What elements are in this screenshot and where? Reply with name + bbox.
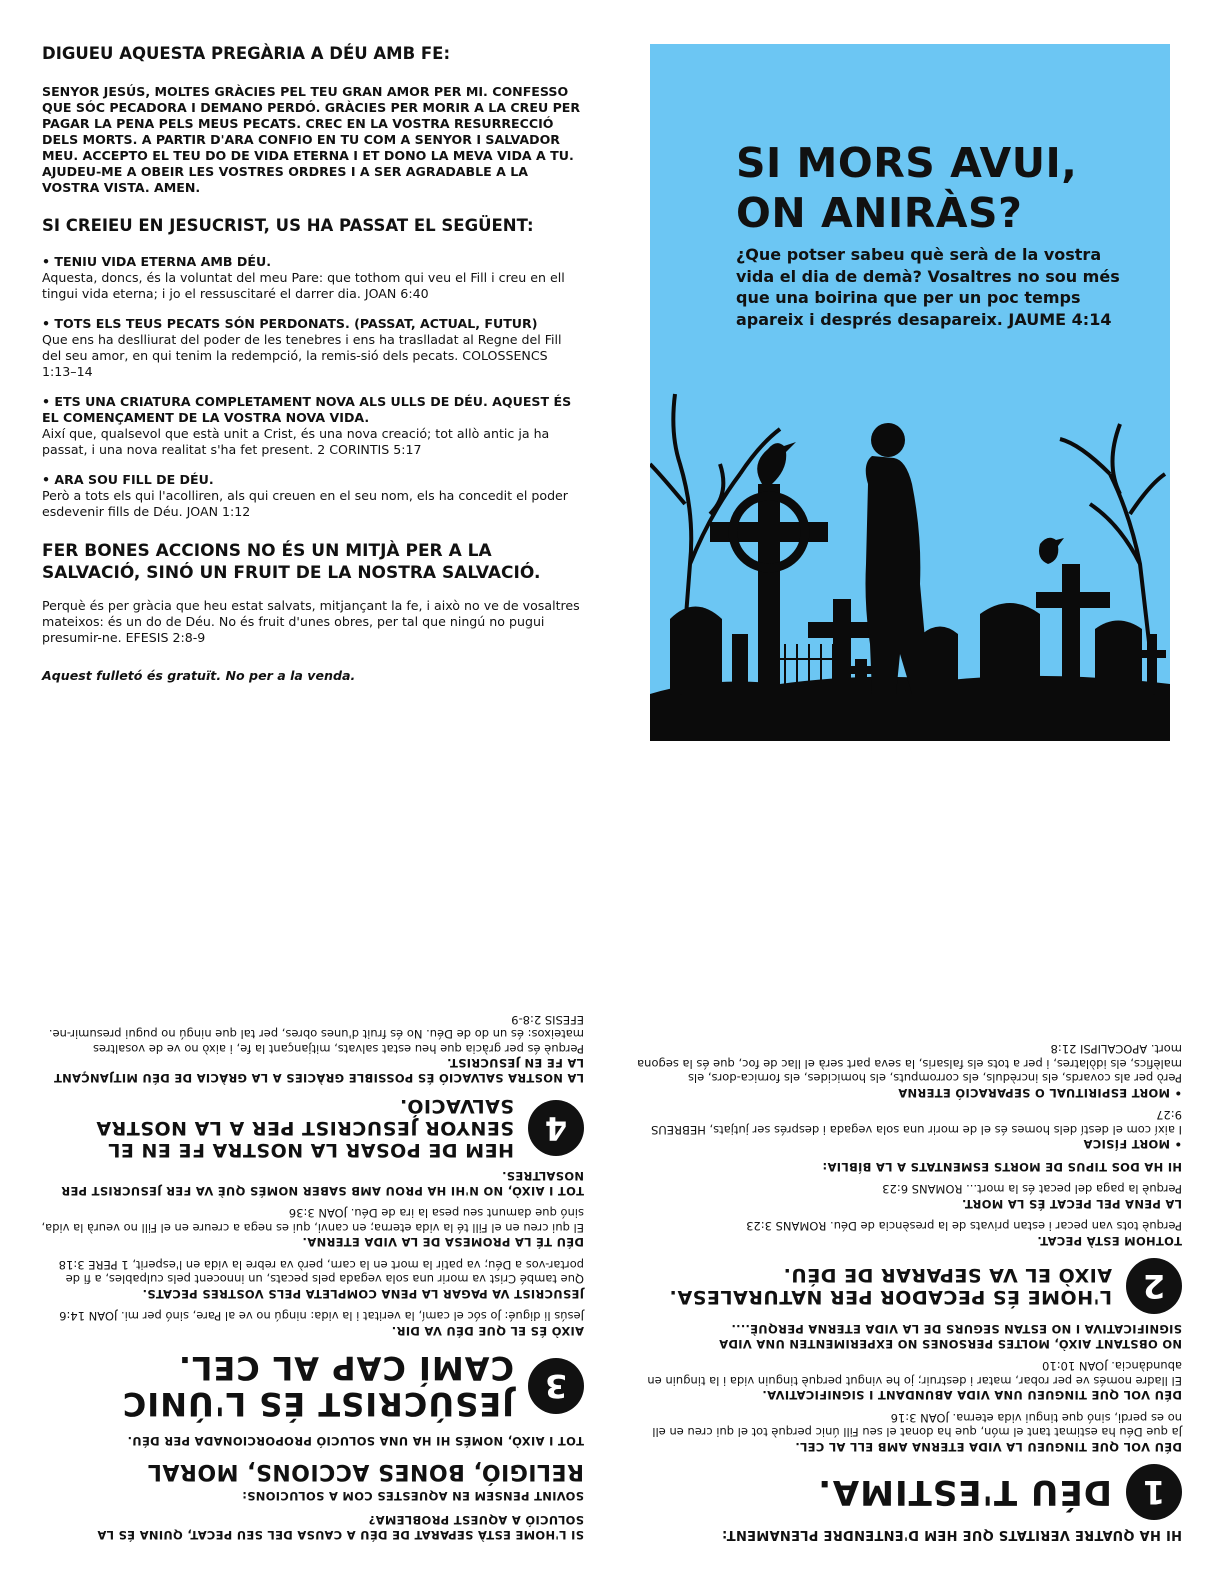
s4-lead: LA NOSTRA SALVACIÓ ÉS POSSIBLE GRÀCIES A LA GRÀCIA DE DÉU MITJANÇANT LA FE EN JESUCRIST. — [53, 1056, 584, 1085]
free-note: Aquest fulletó és gratuït. No per a la venda. — [42, 668, 356, 683]
s1-verse2: El lladre només ve per robar, matar i destruir; jo he vingut perquè tinguin vida i la tinguin en abundància. JOAN 10:10 — [647, 1359, 1182, 1388]
solution-question: SI L'HOME ESTÀ SEPARAT DE DÉU A CAUSA DEL SEU PECAT, QUINA ÉS LA SOLUCIÓ A AQUEST PROBLEMA? — [97, 1513, 584, 1542]
s2-bullet2: • MORT ESPIRITUAL O SEPARACIÓ ETERNA — [898, 1086, 1182, 1100]
s2-bullet1: • MORT FÍSICA — [1083, 1137, 1182, 1152]
section-3-number: 3 — [528, 1358, 584, 1414]
section-2-title: L'HOME ÉS PECADOR PER NATURALESA. AIXÒ EL VA SEPARAR DE DÉU. — [668, 1264, 1112, 1308]
works-text: Perquè és per gràcia que heu estat salvats, mitjançant la fe, i això no ve de vosaltres mateixos: és un do de Déu. No és fruit d'unes obres, per tal que ningú no pugui presumir-ne. EFESIS 2:8-9 — [42, 598, 580, 645]
section-1-title: DÉU T'ESTIMA. — [817, 1472, 1112, 1512]
intro-text: HI HA QUATRE VERITATS QUE HEM D'ENTENDRE PLENAMENT: — [721, 1527, 1182, 1542]
s2-verse2: Perquè la paga del pecat és la mort... ROMANS 6:23 — [882, 1182, 1182, 1197]
believe-item-title: • TENIU VIDA ETERNA AMB DÉU. — [42, 254, 271, 269]
section-2-number: 2 — [1126, 1258, 1182, 1314]
prayer-text: SENYOR JESÚS, MOLTES GRÀCIES PEL TEU GRAN AMOR PER MI. CONFESSO QUE SÓC PECADORA I DEMANO PERDÓ. GRÀCIES PER MORIR A LA CREU PER PAGAR LA PENA PELS MEUS PECATS. CREC EN LA VOSTRA RESURRECCIÓ DELS MORTS. A PARTIR D'ARA CONFIO EN TU COM A SENYOR I SALVADOR MEU. ACCEPTO EL TEU DO DE VIDA ETERNA I ET DONO LA MEVA VIDA A TU. AJUDEU-ME A OBEIR LES VOSTRES ORDRES I A SER AGRADABLE A LA VOSTRA VISTA. AMEN. — [42, 84, 581, 195]
s2-lead2: LA PENA PEL PECAT ÉS LA MORT. — [961, 1197, 1182, 1211]
s2-verse4: Però per als covards, els incrèduls, els corromputs, els homicides, els fornica-dors, els malèfics, els idòlatres, i per a tots els falsaris, la seva part serà el llac de foc, que és la segona mort. APOCALIPSI 21:8 — [637, 1042, 1182, 1086]
s3-verse: Jesús li digué: Jo sóc el camí, la veritat i la vida: ningú no ve al Pare, sinó per mi. JOAN 14:6 — [59, 1309, 584, 1324]
believe-item-title: • TOTS ELS TEUS PECATS SÓN PERDONATS. (PASSAT, ACTUAL, FUTUR) — [42, 316, 538, 331]
prayer-heading: DIGUEU AQUESTA PREGÀRIA A DÉU AMB FE: — [42, 44, 451, 63]
section-4-title: HEM DE POSAR LA NOSTRA FE EN EL SENYOR JESUCRIST PER A LA NOSTRA SALVACIÓ. — [95, 1095, 514, 1161]
s3-verse3: El qui creu en el Fill té la vida eterna; en canvi, qui es nega a creure en el Fill no veurà la vida, sinó que damunt seu pesa la ira de Déu. JOAN 3:36 — [41, 1206, 584, 1235]
believe-item-text: Però a tots els qui l'acolliren, als qui creuen en el seu nom, els ha concedit el poder esdevenir fills de Déu. JOAN 1:12 — [42, 488, 568, 519]
believe-heading: SI CREIEU EN JESUCRIST, US HA PASSAT EL SEGÜENT: — [42, 216, 534, 235]
believe-item — [42, 472, 582, 520]
s1-verse: Ja que Déu ha estimat tant el món, que ha donat el seu Fill únic perquè tot el qui creu en ell no es perdi, sinó que tingui vida eterna. JOAN 3:16 — [652, 1411, 1182, 1440]
s1-lead: DÉU VOL QUE TINGUEU LA VIDA ETERNA AMB ELL AL CEL. — [795, 1440, 1182, 1454]
cover-title-line1: SI MORS AVUI, — [736, 139, 1078, 187]
s4-verse: Perquè és per gràcia que heu estat salvats, mitjançant la fe, i això no ve de vosaltres mateixos: és un do de Déu. No és fruit d'unes obres, per tal que ningú no pugui presumir-ne. EFESIS 2:8-9 — [48, 1013, 584, 1056]
inside-spread — [0, 792, 1224, 1584]
section-2-header — [637, 1258, 1182, 1314]
believe-item-title: • ARA SOU FILL DE DÉU. — [42, 472, 214, 487]
believe-item — [42, 254, 582, 302]
cover-panel — [650, 44, 1170, 741]
solution-options: RELIGIÓ, BONES ACCIONS, MORAL — [147, 1459, 584, 1485]
believe-item — [42, 394, 582, 458]
section-col-truths-1-2 — [637, 1042, 1182, 1542]
s2-verse: Perquè tots van pecar i estan privats de la presència de Déu. ROMANS 3:23 — [746, 1219, 1182, 1234]
believe-item-text: Aquesta, doncs, és la voluntat del meu Pare: que tothom qui veu el Fill i creu en ell tingui vida eterna; i jo el ressuscitaré el darrer dia. JOAN 6:40 — [42, 270, 565, 301]
section-3-header — [39, 1350, 584, 1422]
section-col-truths-3-4 — [39, 1013, 584, 1543]
s3-lead: AIXÒ ÉS EL QUE DÉU VA DIR. — [391, 1324, 584, 1338]
solution-question2: SOVINT PENSEM EN AQUESTES COM A SOLUCIONS: — [241, 1489, 584, 1503]
s3-lead3: DÉU TÉ LA PROMESA DE LA VIDA ETERNA. — [302, 1235, 584, 1250]
s3-note: TOT I AIXÒ, NO N'HI HA PROU AMB SABER NOMÉS QUÈ VA FER JESUCRIST PER NOSALTRES. — [61, 1169, 584, 1198]
solution-but: TOT I AIXÒ, NOMÉS HI HA UNA SOLUCIÓ PROPORCIONADA PER DÉU. — [127, 1434, 584, 1449]
section-1-number: 1 — [1126, 1464, 1182, 1520]
section-3-title: JESÚCRIST ÉS L'ÚNIC CAMÍ CAP AL CEL. — [121, 1349, 514, 1423]
believe-item-text: Que ens ha deslliurat del poder de les tenebres i ens ha traslladat al Regne del Fill del seu amor, en qui tenim la redempció, la remis-sió dels pecats. COLOSSENCS 1:13–14 — [42, 332, 562, 379]
cover-verse: ¿Que potser sabeu què serà de la vostra vida el dia de demà? Vosaltres no sou més que una boirina que per un poc temps apareix i després desapareix. JAUME 4:14 — [736, 245, 1120, 329]
section-4-number: 4 — [528, 1100, 584, 1156]
prayer-panel — [42, 44, 582, 683]
cover-title — [736, 138, 1077, 238]
believe-item-text: Així que, qualsevol que està unit a Crist, és una nova creació; tot allò antic ja ha passat, i una nova realitat s'ha fet present. 2 CORINTIS 5:17 — [42, 426, 550, 457]
s2-lead3: HI HA DOS TIPUS DE MORTS ESMENTATS A LA BÍBLIA: — [822, 1160, 1182, 1174]
s3-verse2: Que també Crist va morir una sola vegada pels pecats, un innocent pels culpables, a fi de portar-vos a Déu; va patir la mort en la carn, però va rebre la vida en l'esperit, 1 PERE 3:18 — [58, 1258, 584, 1287]
s1-note: NO OBSTANT AIXÒ, MOLTES PERSONES NO EXPERIMENTEN UNA VIDA SIGNIFICATIVA I NO ESTAN SEGURS DE LA VIDA ETERNA PERQUÈ.... — [718, 1322, 1182, 1351]
believe-item-title: • ETS UNA CRIATURA COMPLETAMENT NOVA ALS ULLS DE DÉU. AQUEST ÉS EL COMENÇAMENT DE LA VOSTRA NOVA VIDA. — [42, 394, 572, 425]
s2-verse3: I així com el destí dels homes és el de morir una sola vegada i després ser jutjats, HEBREUS 9:27 — [651, 1108, 1182, 1137]
cover-title-line2: ON ANIRÀS? — [736, 189, 1023, 237]
believe-item — [42, 316, 582, 380]
s3-lead2: JESUCRIST VA PAGAR LA PENA COMPLETA PELS VOSTRES PECATS. — [142, 1287, 584, 1301]
s1-lead2: DÉU VOL QUE TINGUEU UNA VIDA ABUNDANT I SIGNIFICATIVA. — [762, 1388, 1182, 1403]
section-1-header — [637, 1464, 1182, 1520]
works-heading: FER BONES ACCIONS NO ÉS UN MITJÀ PER A LA SALVACIÓ, SINÓ UN FRUIT DE LA NOSTRA SALVACIÓ. — [42, 541, 541, 583]
s2-lead: TOTHOM ESTÀ PECAT. — [1037, 1234, 1182, 1248]
section-4-header — [39, 1095, 584, 1161]
